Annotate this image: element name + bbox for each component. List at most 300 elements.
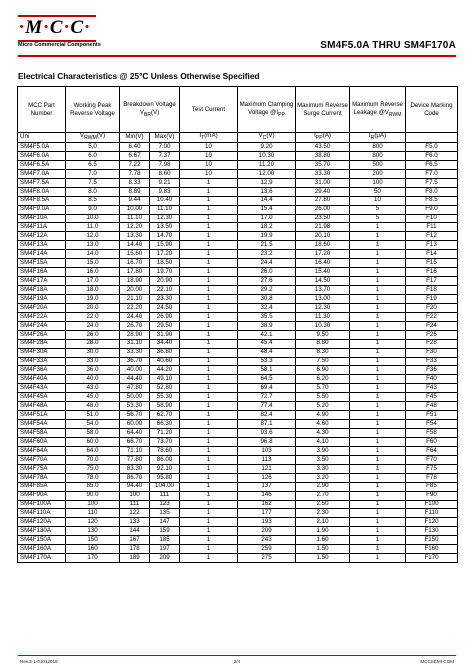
cell-part-number: SM4F17A xyxy=(18,277,66,286)
cell-vrwm: 19.0 xyxy=(66,294,120,303)
cell-clamping-voltage: 69.4 xyxy=(238,384,296,393)
cell-vrwm: 48.0 xyxy=(66,402,120,411)
table-row xyxy=(18,196,458,205)
cell-leakage: 100 xyxy=(350,178,406,187)
cell-marking-code: F43 xyxy=(406,384,458,393)
cell-vbr-max: 15.90 xyxy=(150,241,180,250)
cell-vrwm: 18.0 xyxy=(66,286,120,295)
cell-leakage: 1 xyxy=(350,491,406,500)
cell-vbr-min: 66.70 xyxy=(120,437,150,446)
cell-test-current: 1 xyxy=(180,232,238,241)
cell-surge-current: 35.70 xyxy=(296,160,350,169)
cell-test-current: 1 xyxy=(180,268,238,277)
cell-leakage: 1 xyxy=(350,527,406,536)
cell-surge-current: 1.90 xyxy=(296,527,350,536)
cell-surge-current: 1.50 xyxy=(296,554,350,563)
cell-vbr-max: 123 xyxy=(150,500,180,509)
cell-clamping-voltage: 32.4 xyxy=(238,303,296,312)
cell-test-current: 1 xyxy=(180,366,238,375)
cell-vbr-max: 22.10 xyxy=(150,286,180,295)
cell-leakage: 1 xyxy=(350,312,406,321)
cell-vrwm: 54.0 xyxy=(66,420,120,429)
cell-surge-current: 27.80 xyxy=(296,196,350,205)
cell-marking-code: F78 xyxy=(406,473,458,482)
cell-vrwm: 110 xyxy=(66,509,120,518)
table-row xyxy=(18,259,458,268)
cell-leakage: 1 xyxy=(350,509,406,518)
cell-marking-code: F8.5 xyxy=(406,196,458,205)
logo-tagline: Micro Commercial Components xyxy=(18,42,101,48)
cell-vrwm: 60.0 xyxy=(66,437,120,446)
cell-leakage: 1 xyxy=(350,348,406,357)
cell-vrwm: 5.0 xyxy=(66,143,120,152)
table-row xyxy=(18,268,458,277)
cell-test-current: 1 xyxy=(180,446,238,455)
cell-vbr-max: 8.60 xyxy=(150,169,180,178)
cell-surge-current: 8.30 xyxy=(296,348,350,357)
cell-clamping-voltage: 11.20 xyxy=(238,160,296,169)
cell-part-number: SM4F48A xyxy=(18,402,66,411)
cell-marking-code: F130 xyxy=(406,527,458,536)
table-row xyxy=(18,151,458,160)
cell-vrwm: 150 xyxy=(66,536,120,545)
cell-vbr-max: 135 xyxy=(150,509,180,518)
cell-vbr-min: 13.30 xyxy=(120,232,150,241)
cell-test-current: 1 xyxy=(180,491,238,500)
cell-part-number: SM4F120A xyxy=(18,518,66,527)
cell-test-current: 1 xyxy=(180,250,238,259)
cell-vrwm: 40.0 xyxy=(66,375,120,384)
cell-part-number: SM4F100A xyxy=(18,500,66,509)
cell-part-number: SM4F110A xyxy=(18,509,66,518)
cell-vbr-max: 209 xyxy=(150,554,180,563)
cell-leakage: 1 xyxy=(350,366,406,375)
cell-clamping-voltage: 82.4 xyxy=(238,411,296,420)
cell-vbr-max: 11.10 xyxy=(150,205,180,214)
table-row xyxy=(18,187,458,196)
cell-surge-current: 15.40 xyxy=(296,268,350,277)
table-row xyxy=(18,473,458,482)
cell-vrwm: 6.5 xyxy=(66,160,120,169)
cell-vbr-min: 12.20 xyxy=(120,223,150,232)
cell-leakage: 1 xyxy=(350,339,406,348)
cell-test-current: 10 xyxy=(180,143,238,152)
cell-leakage: 1 xyxy=(350,429,406,438)
table-units-row xyxy=(18,133,458,143)
cell-surge-current: 43.50 xyxy=(296,143,350,152)
cell-vbr-max: 111 xyxy=(150,491,180,500)
cell-vrwm: 24.0 xyxy=(66,321,120,330)
mcc-logo xyxy=(18,15,101,51)
table-row xyxy=(18,366,458,375)
cell-vbr-max: 55.30 xyxy=(150,393,180,402)
table-row xyxy=(18,491,458,500)
cell-marking-code: F100 xyxy=(406,500,458,509)
cell-clamping-voltage: 48.4 xyxy=(238,348,296,357)
cell-clamping-voltage: 58.1 xyxy=(238,366,296,375)
cell-vbr-max: 31.90 xyxy=(150,330,180,339)
cell-test-current: 1 xyxy=(180,482,238,491)
cell-test-current: 1 xyxy=(180,437,238,446)
document-title: SM4F5.0A THRU SM4F170A xyxy=(320,40,456,51)
cell-surge-current: 13.00 xyxy=(296,294,350,303)
cell-vrwm: 85.0 xyxy=(66,482,120,491)
cell-marking-code: F16 xyxy=(406,268,458,277)
cell-test-current: 1 xyxy=(180,286,238,295)
cell-surge-current: 2.90 xyxy=(296,482,350,491)
cell-clamping-voltage: 72.7 xyxy=(238,393,296,402)
cell-surge-current: 23.50 xyxy=(296,214,350,223)
cell-marking-code: F14 xyxy=(406,250,458,259)
cell-vbr-max: 86.00 xyxy=(150,455,180,464)
cell-surge-current: 5.50 xyxy=(296,393,350,402)
cell-part-number: SM4F14A xyxy=(18,250,66,259)
cell-vbr-min: 15.60 xyxy=(120,250,150,259)
cell-marking-code: F7.5 xyxy=(406,178,458,187)
cell-marking-code: F30 xyxy=(406,348,458,357)
cell-marking-code: F28 xyxy=(406,339,458,348)
cell-test-current: 1 xyxy=(180,259,238,268)
cell-part-number: SM4F30A xyxy=(18,348,66,357)
cell-surge-current: 11.30 xyxy=(296,312,350,321)
cell-vrwm: 33.0 xyxy=(66,357,120,366)
cell-vbr-min: 6.67 xyxy=(120,151,150,160)
cell-part-number: SM4F6.5A xyxy=(18,160,66,169)
cell-vbr-max: 36.80 xyxy=(150,348,180,357)
cell-part-number: SM4F45A xyxy=(18,393,66,402)
cell-surge-current: 18.60 xyxy=(296,241,350,250)
cell-vbr-min: 8.33 xyxy=(120,178,150,187)
cell-test-current: 1 xyxy=(180,303,238,312)
cell-leakage: 1 xyxy=(350,482,406,491)
cell-clamping-voltage: 113 xyxy=(238,455,296,464)
cell-vrwm: 26.0 xyxy=(66,330,120,339)
cell-marking-code: F11 xyxy=(406,223,458,232)
cell-test-current: 1 xyxy=(180,312,238,321)
cell-vbr-min: 122 xyxy=(120,509,150,518)
cell-clamping-voltage: 137 xyxy=(238,482,296,491)
cell-test-current: 1 xyxy=(180,294,238,303)
cell-leakage: 1 xyxy=(350,411,406,420)
cell-marking-code: F90 xyxy=(406,491,458,500)
cell-clamping-voltage: 45.4 xyxy=(238,339,296,348)
cell-vrwm: 36.0 xyxy=(66,366,120,375)
cell-surge-current: 14.50 xyxy=(296,277,350,286)
table-body xyxy=(18,143,458,563)
cell-vrwm: 28.0 xyxy=(66,339,120,348)
cell-vbr-min: 20.00 xyxy=(120,286,150,295)
cell-vbr-min: 10.00 xyxy=(120,205,150,214)
section-title: Electrical Characteristics @ 25°C Unless Otherwise Specified xyxy=(18,71,260,81)
cell-surge-current: 4.60 xyxy=(296,420,350,429)
cell-leakage: 1 xyxy=(350,437,406,446)
table-row xyxy=(18,348,458,357)
cell-part-number: SM4F20A xyxy=(18,303,66,312)
cell-vbr-min: 56.70 xyxy=(120,411,150,420)
col-header-part-number: MCC Part Number xyxy=(18,87,66,133)
unit-it: $I_T(mA)$ xyxy=(180,133,238,143)
cell-surge-current: 2.30 xyxy=(296,509,350,518)
cell-marking-code: F33 xyxy=(406,357,458,366)
cell-surge-current: 3.90 xyxy=(296,446,350,455)
cell-clamping-voltage: 19.9 xyxy=(238,232,296,241)
table-row xyxy=(18,402,458,411)
cell-test-current: 1 xyxy=(180,348,238,357)
cell-vrwm: 64.0 xyxy=(66,446,120,455)
cell-vbr-max: 52.80 xyxy=(150,384,180,393)
cell-surge-current: 4.90 xyxy=(296,411,350,420)
cell-leakage: 1 xyxy=(350,393,406,402)
cell-surge-current: 16.40 xyxy=(296,259,350,268)
cell-vbr-min: 83.30 xyxy=(120,464,150,473)
unit-part: Uni xyxy=(18,133,66,143)
cell-vbr-max: 147 xyxy=(150,518,180,527)
unit-marking xyxy=(406,133,458,143)
cell-vbr-max: 9.83 xyxy=(150,187,180,196)
table-row xyxy=(18,518,458,527)
cell-test-current: 1 xyxy=(180,196,238,205)
cell-leakage: 1 xyxy=(350,232,406,241)
cell-clamping-voltage: 146 xyxy=(238,491,296,500)
cell-vbr-max: 58.90 xyxy=(150,402,180,411)
cell-marking-code: F24 xyxy=(406,321,458,330)
cell-vbr-max: 104.00 xyxy=(150,482,180,491)
cell-clamping-voltage: 126 xyxy=(238,473,296,482)
table-row xyxy=(18,455,458,464)
cell-test-current: 1 xyxy=(180,509,238,518)
cell-surge-current: 33.30 xyxy=(296,169,350,178)
cell-leakage: 1 xyxy=(350,250,406,259)
cell-test-current: 1 xyxy=(180,393,238,402)
cell-clamping-voltage: 64.5 xyxy=(238,375,296,384)
footer-revision: Rev.3-1-01012018 xyxy=(20,659,58,664)
cell-marking-code: F58 xyxy=(406,429,458,438)
cell-test-current: 1 xyxy=(180,339,238,348)
table-row xyxy=(18,330,458,339)
cell-surge-current: 29.40 xyxy=(296,187,350,196)
cell-clamping-voltage: 10.30 xyxy=(238,151,296,160)
cell-marking-code: F22 xyxy=(406,312,458,321)
cell-marking-code: F54 xyxy=(406,420,458,429)
cell-clamping-voltage: 14.4 xyxy=(238,196,296,205)
cell-vbr-max: 23.30 xyxy=(150,294,180,303)
cell-surge-current: 7.50 xyxy=(296,357,350,366)
cell-part-number: SM4F26A xyxy=(18,330,66,339)
cell-marking-code: F20 xyxy=(406,303,458,312)
cell-test-current: 1 xyxy=(180,223,238,232)
cell-part-number: SM4F64A xyxy=(18,446,66,455)
cell-surge-current: 5.20 xyxy=(296,402,350,411)
cell-test-current: 1 xyxy=(180,187,238,196)
cell-vrwm: 100 xyxy=(66,500,120,509)
cell-vbr-min: 33.30 xyxy=(120,348,150,357)
cell-marking-code: F7.0 xyxy=(406,169,458,178)
cell-vrwm: 9.0 xyxy=(66,205,120,214)
cell-clamping-voltage: 12.9 xyxy=(238,178,296,187)
cell-marking-code: F18 xyxy=(406,286,458,295)
cell-test-current: 1 xyxy=(180,518,238,527)
cell-surge-current: 3.50 xyxy=(296,455,350,464)
cell-surge-current: 3.30 xyxy=(296,464,350,473)
cell-surge-current: 1.60 xyxy=(296,536,350,545)
table-row xyxy=(18,554,458,563)
cell-vbr-min: 11.10 xyxy=(120,214,150,223)
cell-vrwm: 90.0 xyxy=(66,491,120,500)
cell-part-number: SM4F51A xyxy=(18,411,66,420)
col-header-device-marking-code: Device Marking Code xyxy=(406,87,458,133)
cell-vbr-min: 64.40 xyxy=(120,429,150,438)
cell-clamping-voltage: 243 xyxy=(238,536,296,545)
table-row xyxy=(18,464,458,473)
cell-vrwm: 6.0 xyxy=(66,151,120,160)
cell-clamping-voltage: 96.8 xyxy=(238,437,296,446)
cell-clamping-voltage: 18.2 xyxy=(238,223,296,232)
cell-vrwm: 45.0 xyxy=(66,393,120,402)
cell-part-number: SM4F9.0A xyxy=(18,205,66,214)
cell-leakage: 1 xyxy=(350,375,406,384)
cell-vrwm: 58.0 xyxy=(66,429,120,438)
cell-vbr-max: 12.30 xyxy=(150,214,180,223)
cell-leakage: 10 xyxy=(350,196,406,205)
cell-part-number: SM4F15A xyxy=(18,259,66,268)
table-row xyxy=(18,178,458,187)
cell-leakage: 1 xyxy=(350,455,406,464)
cell-vbr-max: 71.20 xyxy=(150,429,180,438)
cell-surge-current: 10.30 xyxy=(296,321,350,330)
col-header-max-reverse-leakage: Maximum Reverse Leakage $@V_{RWM}$ xyxy=(350,87,406,133)
cell-clamping-voltage: 177 xyxy=(238,509,296,518)
cell-vbr-min: 53.30 xyxy=(120,402,150,411)
cell-leakage: 5 xyxy=(350,214,406,223)
cell-vbr-max: 78.60 xyxy=(150,446,180,455)
cell-clamping-voltage: 26.0 xyxy=(238,268,296,277)
cell-part-number: SM4F150A xyxy=(18,536,66,545)
cell-test-current: 10 xyxy=(180,151,238,160)
cell-vrwm: 30.0 xyxy=(66,348,120,357)
cell-leakage: 1 xyxy=(350,223,406,232)
table-row xyxy=(18,420,458,429)
cell-marking-code: F120 xyxy=(406,518,458,527)
cell-vrwm: 13.0 xyxy=(66,241,120,250)
unit-vc: $V_C(V)$ xyxy=(238,133,296,143)
cell-clamping-voltage: 193 xyxy=(238,518,296,527)
cell-vbr-min: 44.40 xyxy=(120,375,150,384)
cell-marking-code: F40 xyxy=(406,375,458,384)
cell-marking-code: F48 xyxy=(406,402,458,411)
cell-surge-current: 26.00 xyxy=(296,205,350,214)
cell-marking-code: F26 xyxy=(406,330,458,339)
cell-vbr-min: 6.40 xyxy=(120,143,150,152)
table-row xyxy=(18,232,458,241)
cell-leakage: 800 xyxy=(350,151,406,160)
cell-test-current: 1 xyxy=(180,205,238,214)
cell-vrwm: 160 xyxy=(66,545,120,554)
cell-clamping-voltage: 93.6 xyxy=(238,429,296,438)
cell-leakage: 1 xyxy=(350,554,406,563)
cell-part-number: SM4F85A xyxy=(18,482,66,491)
cell-marking-code: F13 xyxy=(406,241,458,250)
table-header-row xyxy=(18,87,458,133)
cell-leakage: 1 xyxy=(350,303,406,312)
unit-ipp: $I_{PP}(A)$ xyxy=(296,133,350,143)
cell-vbr-max: 29.50 xyxy=(150,321,180,330)
cell-clamping-voltage: 15.4 xyxy=(238,205,296,214)
cell-clamping-voltage: 77.4 xyxy=(238,402,296,411)
cell-vbr-max: 20.90 xyxy=(150,277,180,286)
cell-leakage: 200 xyxy=(350,169,406,178)
cell-vrwm: 8.0 xyxy=(66,187,120,196)
cell-test-current: 1 xyxy=(180,411,238,420)
table-row xyxy=(18,545,458,554)
cell-test-current: 1 xyxy=(180,420,238,429)
cell-test-current: 1 xyxy=(180,330,238,339)
col-header-max-clamping-voltage: Maximum Clamping Voltage $@I_{PP}$ xyxy=(238,87,296,133)
cell-marking-code: F75 xyxy=(406,464,458,473)
table-row xyxy=(18,384,458,393)
table-row xyxy=(18,321,458,330)
cell-vbr-max: 10.40 xyxy=(150,196,180,205)
cell-marking-code: F85 xyxy=(406,482,458,491)
cell-surge-current: 17.20 xyxy=(296,250,350,259)
cell-clamping-voltage: 23.2 xyxy=(238,250,296,259)
cell-vbr-min: 178 xyxy=(120,545,150,554)
cell-test-current: 1 xyxy=(180,357,238,366)
cell-vbr-min: 94.40 xyxy=(120,482,150,491)
table-row xyxy=(18,375,458,384)
cell-vbr-max: 44.20 xyxy=(150,366,180,375)
cell-vrwm: 7.0 xyxy=(66,169,120,178)
cell-clamping-voltage: 103 xyxy=(238,446,296,455)
cell-leakage: 1 xyxy=(350,402,406,411)
footer-rule xyxy=(18,655,456,656)
table-row xyxy=(18,312,458,321)
cell-vbr-min: 8.89 xyxy=(120,187,150,196)
cell-leakage: 1 xyxy=(350,357,406,366)
cell-clamping-voltage: 259 xyxy=(238,545,296,554)
cell-leakage: 1 xyxy=(350,536,406,545)
cell-marking-code: F17 xyxy=(406,277,458,286)
cell-part-number: SM4F18A xyxy=(18,286,66,295)
cell-marking-code: F15 xyxy=(406,259,458,268)
cell-surge-current: 12.30 xyxy=(296,303,350,312)
cell-part-number: SM4F12A xyxy=(18,232,66,241)
cell-test-current: 1 xyxy=(180,178,238,187)
cell-marking-code: F10 xyxy=(406,214,458,223)
cell-clamping-voltage: 27.6 xyxy=(238,277,296,286)
cell-test-current: 1 xyxy=(180,375,238,384)
table-row xyxy=(18,169,458,178)
cell-marking-code: F160 xyxy=(406,545,458,554)
cell-test-current: 1 xyxy=(180,500,238,509)
table-row xyxy=(18,160,458,169)
cell-vbr-min: 167 xyxy=(120,536,150,545)
cell-part-number: SM4F36A xyxy=(18,366,66,375)
cell-vrwm: 170 xyxy=(66,554,120,563)
cell-test-current: 1 xyxy=(180,241,238,250)
cell-vbr-min: 60.00 xyxy=(120,420,150,429)
cell-clamping-voltage: 275 xyxy=(238,554,296,563)
cell-clamping-voltage: 12.00 xyxy=(238,169,296,178)
cell-vbr-min: 22.20 xyxy=(120,303,150,312)
cell-part-number: SM4F40A xyxy=(18,375,66,384)
cell-surge-current: 6.90 xyxy=(296,366,350,375)
cell-vrwm: 14.0 xyxy=(66,250,120,259)
cell-test-current: 1 xyxy=(180,402,238,411)
cell-leakage: 800 xyxy=(350,143,406,152)
cell-vbr-max: 13.50 xyxy=(150,223,180,232)
cell-vbr-min: 31.10 xyxy=(120,339,150,348)
cell-vrwm: 70.0 xyxy=(66,455,120,464)
